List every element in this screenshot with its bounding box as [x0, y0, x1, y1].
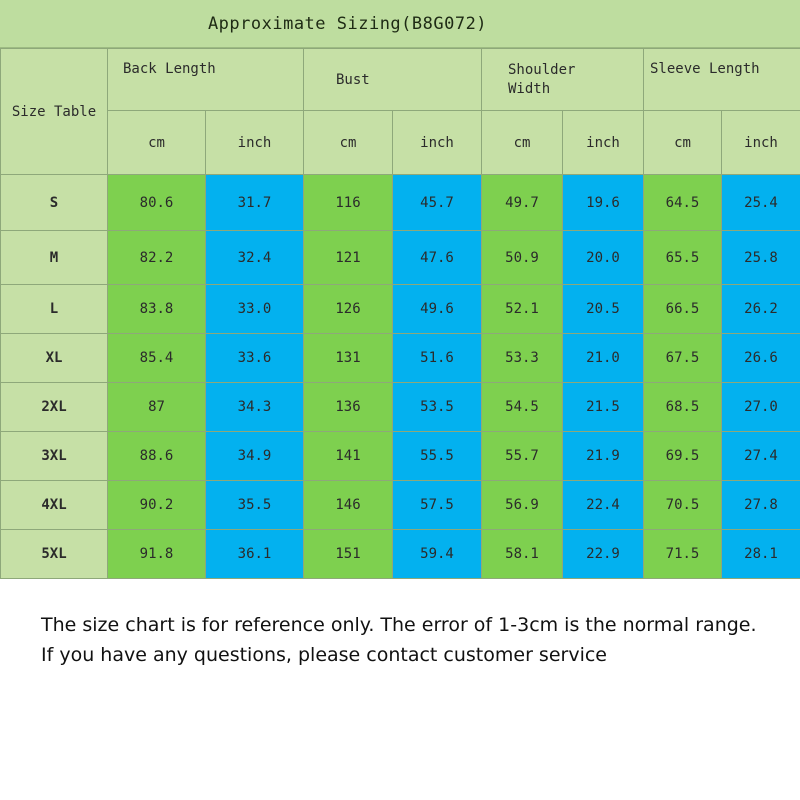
cm-value: 136 — [304, 383, 393, 432]
unit-cm: cm — [644, 111, 722, 175]
inch-value: 20.5 — [563, 285, 644, 334]
table-row — [1, 175, 800, 231]
cm-value: 82.2 — [108, 231, 206, 285]
inch-value: 25.8 — [722, 231, 800, 285]
size-label: 3XL — [1, 432, 108, 481]
group-header-bust: Bust — [304, 49, 482, 111]
cm-value: 91.8 — [108, 530, 206, 579]
inch-value: 19.6 — [563, 175, 644, 231]
cm-value: 68.5 — [644, 383, 722, 432]
inch-value: 45.7 — [393, 175, 482, 231]
group-header-sleeve-length: Sleeve Length — [644, 49, 800, 111]
cm-value: 64.5 — [644, 175, 722, 231]
inch-value: 57.5 — [393, 481, 482, 530]
cm-value: 116 — [304, 175, 393, 231]
inch-value: 59.4 — [393, 530, 482, 579]
cm-value: 87 — [108, 383, 206, 432]
inch-value: 27.8 — [722, 481, 800, 530]
unit-inch: inch — [206, 111, 304, 175]
inch-value: 21.5 — [563, 383, 644, 432]
cm-value: 83.8 — [108, 285, 206, 334]
unit-inch: inch — [393, 111, 482, 175]
inch-value: 20.0 — [563, 231, 644, 285]
size-rows — [1, 175, 800, 579]
chart-title: Approximate Sizing(B8G072) — [207, 14, 488, 34]
cm-value: 70.5 — [644, 481, 722, 530]
size-label: M — [1, 231, 108, 285]
cm-value: 71.5 — [644, 530, 722, 579]
inch-value: 32.4 — [206, 231, 304, 285]
cm-value: 58.1 — [482, 530, 563, 579]
cm-value: 55.7 — [482, 432, 563, 481]
table-row — [1, 334, 800, 383]
inch-value: 34.3 — [206, 383, 304, 432]
cm-value: 126 — [304, 285, 393, 334]
cm-value: 146 — [304, 481, 393, 530]
unit-cm: cm — [304, 111, 393, 175]
inch-value: 22.9 — [563, 530, 644, 579]
cm-value: 141 — [304, 432, 393, 481]
cm-value: 50.9 — [482, 231, 563, 285]
cm-value: 67.5 — [644, 334, 722, 383]
cm-value: 88.6 — [108, 432, 206, 481]
inch-value: 25.4 — [722, 175, 800, 231]
size-label: 2XL — [1, 383, 108, 432]
size-label: XL — [1, 334, 108, 383]
size-table — [0, 48, 800, 579]
size-label: 4XL — [1, 481, 108, 530]
disclaimer-line-2: If you have any questions, please contact customer service — [41, 644, 607, 666]
cm-value: 80.6 — [108, 175, 206, 231]
inch-value: 55.5 — [393, 432, 482, 481]
inch-value: 21.9 — [563, 432, 644, 481]
cm-value: 54.5 — [482, 383, 563, 432]
group-header-shoulder-width-label: Shoulder Width — [508, 62, 576, 97]
table-row — [1, 383, 800, 432]
title-bar — [0, 0, 800, 48]
inch-value: 36.1 — [206, 530, 304, 579]
inch-value: 27.4 — [722, 432, 800, 481]
cm-value: 53.3 — [482, 334, 563, 383]
unit-header-row — [1, 111, 800, 175]
inch-value: 33.0 — [206, 285, 304, 334]
table-row — [1, 481, 800, 530]
table-row — [1, 231, 800, 285]
cm-value: 151 — [304, 530, 393, 579]
inch-value: 28.1 — [722, 530, 800, 579]
size-label: S — [1, 175, 108, 231]
corner-label: Size Table — [1, 49, 108, 175]
inch-value: 26.2 — [722, 285, 800, 334]
inch-value: 47.6 — [393, 231, 482, 285]
inch-value: 53.5 — [393, 383, 482, 432]
inch-value: 35.5 — [206, 481, 304, 530]
unit-cm: cm — [482, 111, 563, 175]
cm-value: 56.9 — [482, 481, 563, 530]
cm-value: 85.4 — [108, 334, 206, 383]
unit-cm: cm — [108, 111, 206, 175]
group-header-shoulder-width — [482, 49, 644, 111]
disclaimer-line-1: The size chart is for reference only. The error of 1-3cm is the normal range. — [41, 614, 757, 636]
cm-value: 121 — [304, 231, 393, 285]
inch-value: 22.4 — [563, 481, 644, 530]
table-row — [1, 285, 800, 334]
cm-value: 65.5 — [644, 231, 722, 285]
inch-value: 31.7 — [206, 175, 304, 231]
unit-inch: inch — [563, 111, 644, 175]
inch-value: 21.0 — [563, 334, 644, 383]
table-row — [1, 432, 800, 481]
cm-value: 66.5 — [644, 285, 722, 334]
inch-value: 26.6 — [722, 334, 800, 383]
cm-value: 52.1 — [482, 285, 563, 334]
group-header-row — [1, 49, 800, 111]
inch-value: 49.6 — [393, 285, 482, 334]
size-label: 5XL — [1, 530, 108, 579]
unit-inch: inch — [722, 111, 800, 175]
inch-value: 51.6 — [393, 334, 482, 383]
table-row — [1, 530, 800, 579]
inch-value: 33.6 — [206, 334, 304, 383]
size-label: L — [1, 285, 108, 334]
inch-value: 34.9 — [206, 432, 304, 481]
cm-value: 69.5 — [644, 432, 722, 481]
cm-value: 131 — [304, 334, 393, 383]
group-header-back-length: Back Length — [108, 49, 304, 111]
cm-value: 90.2 — [108, 481, 206, 530]
inch-value: 27.0 — [722, 383, 800, 432]
cm-value: 49.7 — [482, 175, 563, 231]
